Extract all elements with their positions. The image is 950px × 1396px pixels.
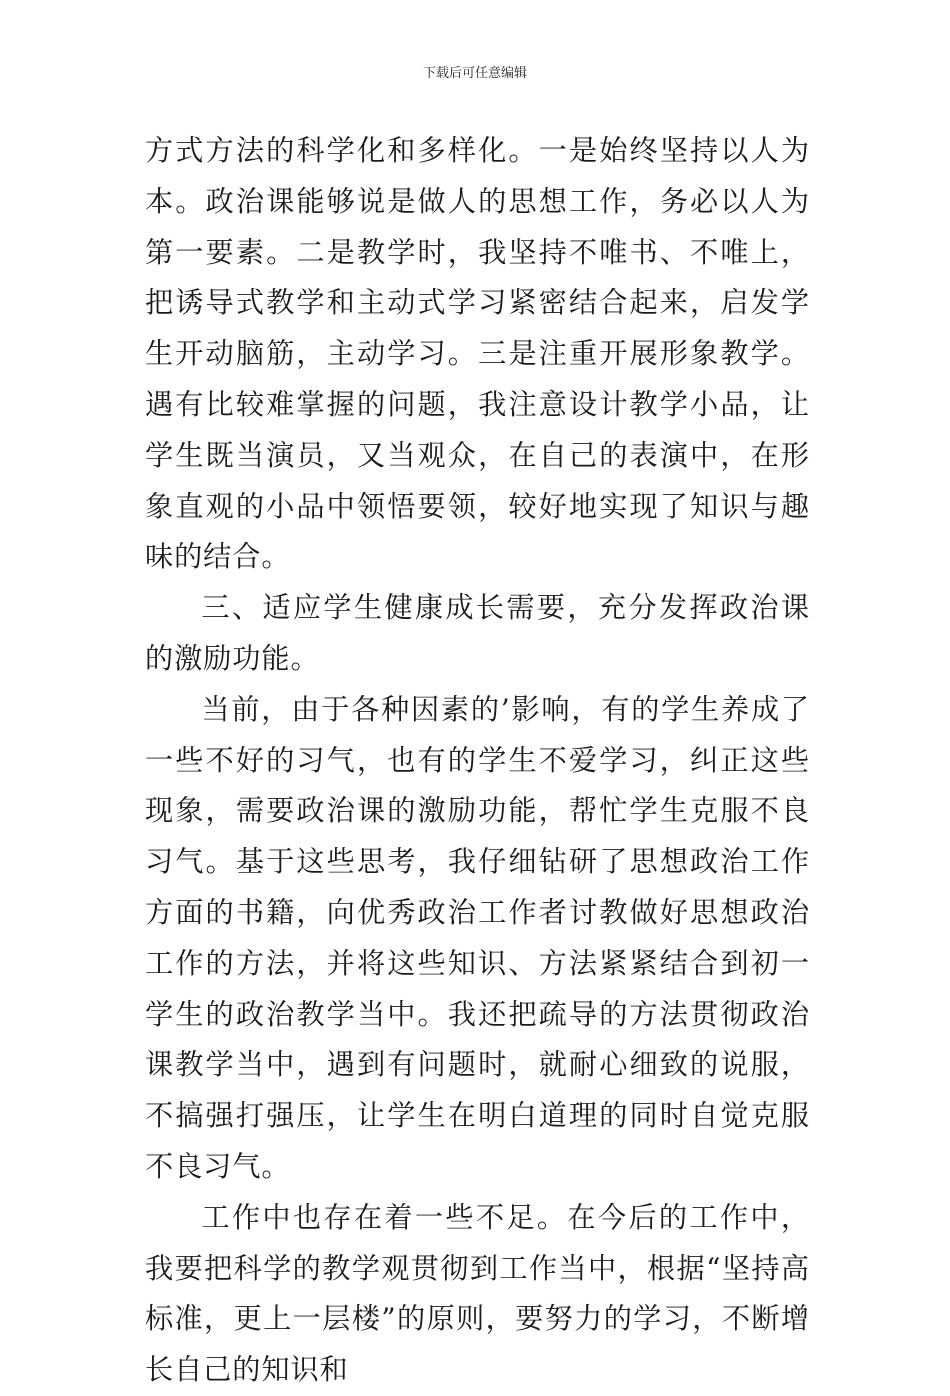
paragraph-section-three-heading: 三、适应学生健康成长需要，充分发挥政治课的激励功能。: [145, 591, 810, 675]
paragraph-teaching-methods: 方式方法的科学化和多样化。一是始终坚持以人为本。政治课能够说是做人的思想工作，务必以人为第一要素。二是教学时，我坚持不唯书、不唯上，把诱导式教学和主动式学习紧密结合起来，启发学生开动脑筋，主动学习。三是注重开展形象教学。遇有比较难掌握的问题，我注意设计教学小品，让学生既当演员，又当观众，在自己的表演中，在形象直观的小品中领悟要领，较好地实现了知识与趣味的结合。: [145, 134, 810, 574]
document-body: [145, 126, 810, 1396]
paragraph-motivation-function: 当前，由于各种因素的’影响，有的学生养成了一些不好的习气，也有的学生不爱学习，纠正这些现象，需要政治课的激励功能，帮忙学生克服不良习气。基于这些思考，我仔细钻研了思想政治工作方面的书籍，向优秀政治工作者讨教做好思想政治工作的方法，并将这些知识、方法紧紧结合到初一学生的政治教学当中。我还把疏导的方法贯彻政治课教学当中，遇到有问题时，就耐心细致的说服，不搞强打强压，让学生在明白道理的同时自觉克服不良习气。: [145, 692, 810, 1183]
paragraph-shortcomings: 工作中也存在着一些不足。在今后的工作中，我要把科学的教学观贯彻到工作当中，根据“坚持高标准，更上一层楼”的原则，要努力的学习，不断增长自己的知识和: [145, 1200, 810, 1387]
page-header: 下载后可任意编辑: [422, 66, 527, 81]
